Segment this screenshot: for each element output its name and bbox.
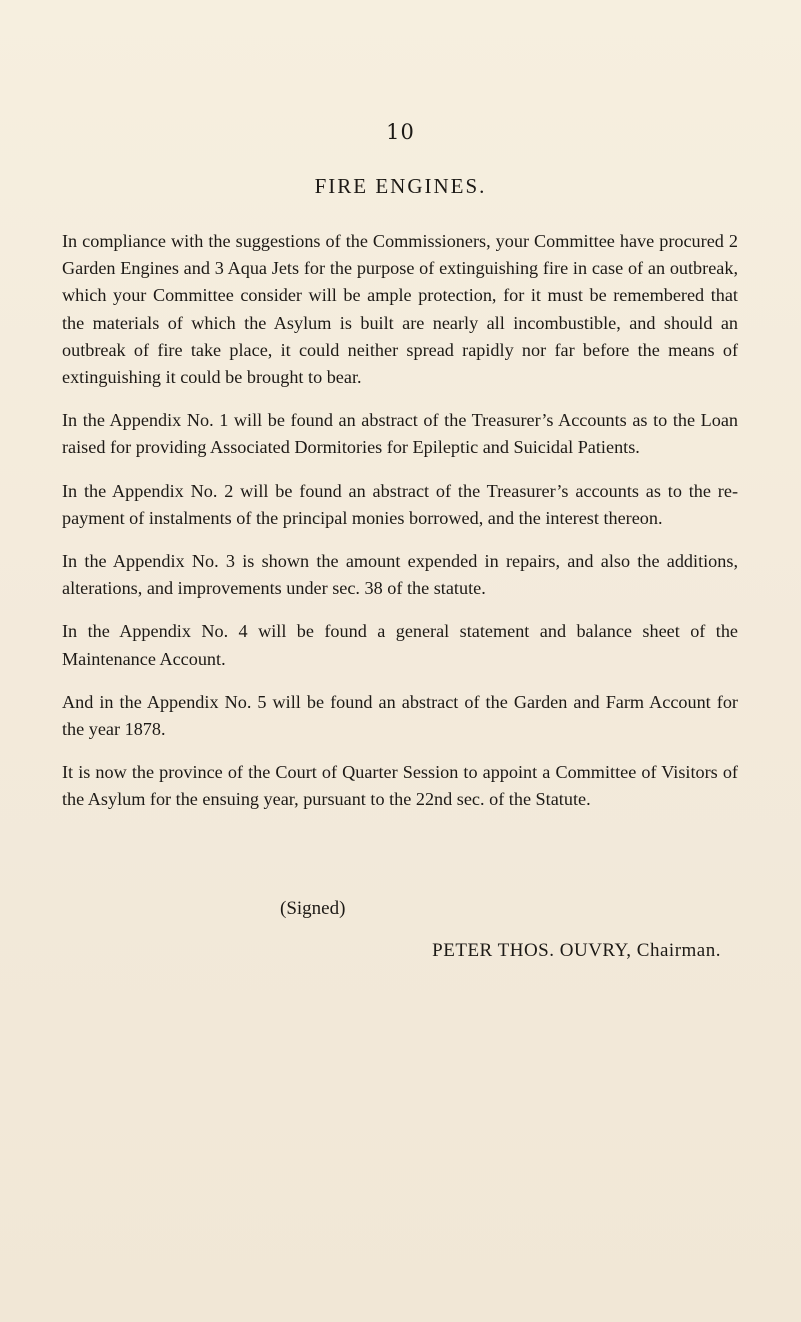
page-number: 10	[386, 120, 415, 144]
paragraph-quarter-session: It is now the province of the Court of Quarter Session to appoint a Committee of Visitors of the Asylum for the ensuing year, pursuant to the 22nd sec. of the Statute.	[62, 762, 738, 810]
section-heading: FIRE ENGINES.	[314, 174, 487, 198]
paragraph-appendix-3: In the Appendix No. 3 is shown the amount expended in repairs, and also the additions, alterations, and improvements under sec. 38 of the statute.	[62, 551, 738, 599]
chairman-signature: PETER THOS. OUVRY, Chairman.	[432, 940, 721, 961]
paragraph-appendix-1: In the Appendix No. 1 will be found an abstract of the Treasurer’s Accounts as to the Loan raised for providing Associated Dormitories for Epileptic and Suicidal Patients.	[62, 410, 738, 458]
paragraph-appendix-2: In the Appendix No. 2 will be found an abstract of the Treasurer’s accounts as to the re-payment of instalments of the principal monies borrowed, and the interest thereon.	[62, 480, 738, 528]
paragraph-appendix-5: And in the Appendix No. 5 will be found an abstract of the Garden and Farm Account for the year 1878.	[62, 691, 738, 740]
paragraph-fire-engines: In compliance with the suggestions of the Commissioners, your Committee have procured 2 Garden Engines and 3 Aqua Jets for the purpose of extinguishing fire in case of an outbreak, which your Committee consider will be ample protection, for it must be remembered that the materials of which the Asylum is built are nearly all incombustible, and should an outbreak of fire take place, it could neither spread rapidly nor far before the means of extinguishing it could be brought to bear.	[62, 231, 738, 388]
document-body	[62, 228, 738, 830]
paragraph-appendix-4: In the Appendix No. 4 will be found a general statement and balance sheet of the Maintenance Account.	[62, 621, 738, 669]
signed-label: (Signed)	[280, 898, 346, 919]
